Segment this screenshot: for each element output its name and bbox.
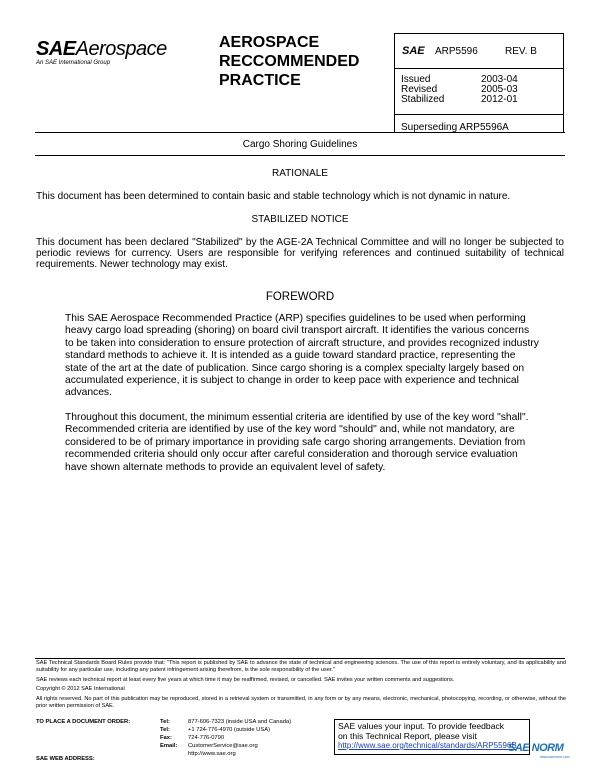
header-rule-top xyxy=(35,132,565,133)
stabilized-notice-text: This document has been declared "Stabilized" by the AGE-2A Technical Committee and will no longer be subjected to periodic reviews for currency. Users are responsible for verifying references and continued suitability of technical requirements. Newer technology may exist. xyxy=(36,237,564,270)
logo-subtitle: An SAE International Group xyxy=(36,60,111,66)
sae-norm-watermark: SAE NORM xyxy=(508,742,564,754)
feedback-line-1: SAE values your input. To provide feedback xyxy=(338,721,505,731)
email-label: Email: xyxy=(160,743,178,749)
sae-norm-watermark-url: www.saenorm.com xyxy=(540,755,570,759)
title-line-3: PRACTICE xyxy=(219,72,301,89)
web-label: SAE WEB ADDRESS: xyxy=(36,756,95,762)
revision-label: REV. B xyxy=(505,46,537,57)
title-line-1: AEROSPACE xyxy=(219,34,320,51)
issued-value: 2003-04 xyxy=(481,74,518,85)
fax-label: Fax: xyxy=(160,735,172,741)
fax-value: 724-776-0790 xyxy=(188,735,225,741)
doc-number-row xyxy=(395,34,563,69)
stabilized-label: Stabilized xyxy=(401,94,445,105)
foreword-paragraph-2: Throughout this document, the minimum essential criteria are identified by use of the key word "shall". Recommended criteria are identified by use of the key word "should" and, while not mandatory, are considered to be of primary importance in providing safe cargo shoring arrangements. Deviation from recommended criteria should only occur after careful consideration and thorough service evaluation have shown alternate methods to provide an equivalent level of safety. xyxy=(65,412,529,473)
order-label: TO PLACE A DOCUMENT ORDER: xyxy=(36,719,131,725)
revised-label: Revised xyxy=(401,84,438,95)
footer-rights-text: All rights reserved. No part of this publication may be reproduced, stored in a retrieval system or transmitted, in any form or by any means, electronic, mechanical, photocopying, recording, or otherwise, without the prior written permission of SAE. xyxy=(36,696,566,709)
foreword-heading: FOREWORD xyxy=(265,291,335,303)
feedback-link[interactable]: http://www.sae.org/technical/standards/ARP5596B xyxy=(338,741,517,750)
tel2-value: +1 724-776-4970 (outside USA) xyxy=(188,727,271,733)
revised-value: 2005-03 xyxy=(481,84,518,95)
stabilized-row xyxy=(401,95,563,105)
stabilized-notice-heading: STABILIZED NOTICE xyxy=(251,214,349,225)
stabilized-value: 2012-01 xyxy=(481,94,518,105)
order-contact-block xyxy=(36,718,336,766)
footer-rule xyxy=(35,658,565,659)
tel-label: Tel: xyxy=(160,719,170,725)
badge-sae: SAE xyxy=(402,45,425,57)
footer-copyright: Copyright © 2012 SAE International xyxy=(36,686,125,692)
web-value[interactable]: http://www.sae.org xyxy=(188,751,236,757)
title-line-2: RECCOMMENDED xyxy=(219,53,360,70)
foreword-paragraph-1: This SAE Aerospace Recommended Practice (ARP) specifies guidelines to be used when performing heavy cargo load spreading (shoring) on board civil transport aircraft. It identifies the various concerns to be taken into consideration to ensure protection of aircraft structure, and provides recognized industry standard methods to achieve it. It is intended as a guide toward standard practice, representing the state of the art at the date of publication. Since cargo shoring is a complex specialty largely based on accumulated experience, it is subject to change in order to keep pace with experience and technical advances. xyxy=(65,313,539,399)
tel-value: 877-606-7323 (inside USA and Canada) xyxy=(188,719,292,725)
issued-label: Issued xyxy=(401,74,431,85)
footer-rules-text: SAE Technical Standards Board Rules provide that: "This report is published by SAE to advance the state of technical and engineering sciences. The use of this report is entirely voluntary, and its applicability and suitability for any particular use, including any patent infringement arising therefrom, is the sole responsibility of the user." xyxy=(36,660,566,673)
superseding-note: Superseding ARP5596A xyxy=(401,122,509,133)
doc-number: ARP5596 xyxy=(435,46,478,57)
sae-aerospace-logo xyxy=(36,38,167,61)
footer-review-text: SAE reviews each technical report at least every five years at which time it may be reaffirmed, revised, or cancelled. SAE invites your written comments and suggestions. xyxy=(36,677,455,683)
document-type-title xyxy=(219,33,394,133)
feedback-line-2: on this Technical Report, please visit xyxy=(338,731,477,741)
logo-aerospace-text: Aerospace xyxy=(75,38,167,60)
document-info-box xyxy=(394,33,564,132)
logo-sae-text: SAE xyxy=(36,38,76,60)
email-value[interactable]: CustomerService@sae.org xyxy=(188,743,258,749)
tel2-label: Tel: xyxy=(160,727,170,733)
header-rule-bottom xyxy=(35,155,565,156)
dates-block xyxy=(395,69,563,109)
rationale-text: This document has been determined to contain basic and stable technology which is not dynamic in nature. xyxy=(36,191,511,202)
rationale-heading: RATIONALE xyxy=(272,168,328,179)
feedback-box xyxy=(334,719,530,755)
document-title: Cargo Shoring Guidelines xyxy=(242,139,358,150)
